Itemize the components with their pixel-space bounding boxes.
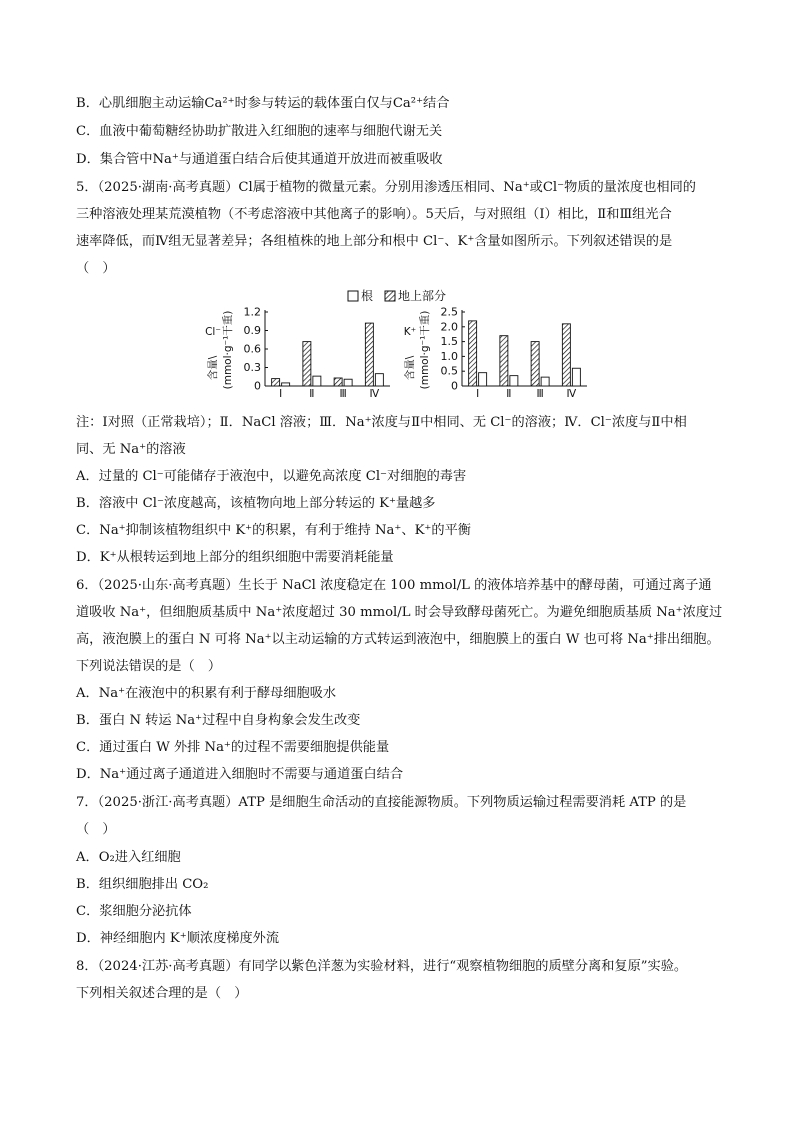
k-category-label: Ⅱ xyxy=(506,388,512,400)
cl-bar-shoot xyxy=(272,379,280,386)
question-8-stem: 8．（2024·江苏·高考真题）有同学以紫色洋葱为实验材料，进行“观察植物细胞的质壁分离和复原”实验。 xyxy=(76,959,688,974)
option-d-q6: D．Na⁺通过离子通道进入细胞时不需要与通道蛋白结合 xyxy=(76,767,404,782)
question-6-stem: 高，液泡膜上的蛋白 N 可将 Na⁺以主动运输的方式转运到液泡中，细胞膜上的蛋白 W 也可将 Na⁺排出细胞。 xyxy=(76,632,720,647)
option-a-q6: A．Na⁺在液泡中的积累有利于酵母细胞吸水 xyxy=(76,686,337,701)
question-5-stem: 三种溶液处理某荒漠植物（不考虑溶液中其他离子的影响）。5天后，与对照组（Ⅰ）相比，Ⅱ和Ⅲ组光合 xyxy=(76,207,672,222)
cl-bar-root xyxy=(375,374,383,386)
k-content-chart xyxy=(403,306,587,401)
legend-shoot-label: 地上部分 xyxy=(398,289,447,303)
legend-root-label: 根 xyxy=(361,289,374,303)
option-d-q7: D．神经细胞内 K⁺顺浓度梯度外流 xyxy=(76,931,280,946)
cl-bar-root xyxy=(313,376,321,386)
chart-legend xyxy=(348,288,446,303)
option-c-q5: C．Na⁺抑制该植物组织中 K⁺的积累，有利于维持 Na⁺、K⁺的平衡 xyxy=(76,523,471,538)
option-d-q4: D．集合管中Na⁺与通道蛋白结合后使其通道开放进而被重吸收 xyxy=(76,152,443,167)
option-a-q5: A．过量的 Cl⁻可能储存于液泡中，以避免高浓度 Cl⁻对细胞的毒害 xyxy=(76,469,467,484)
k-y-tick-label: 0.5 xyxy=(440,364,458,378)
cl-ylabel-main: 含量\ xyxy=(207,355,219,381)
k-y-tick-label: 0 xyxy=(451,379,458,393)
question-6-stem: 6．（2025·山东·高考真题）生长于 NaCl 浓度稳定在 100 mmol/L 的液体培养基中的酵母菌，可通过离子通 xyxy=(76,578,712,593)
ion-content-charts xyxy=(200,286,610,406)
k-y-tick-label: 2.5 xyxy=(440,305,458,319)
k-y-tick-label: 2.0 xyxy=(440,320,458,334)
question-5-stem: 速率降低，而Ⅳ组无显著差异；各组植株的地上部分和根中 Cl⁻、K⁺含量如图所示。下列叙述错误的是 xyxy=(76,234,673,249)
option-b-q7: B．组织细胞排出 CO₂ xyxy=(76,877,209,892)
cl-category-label: Ⅰ xyxy=(279,388,283,400)
cl-bar-root xyxy=(344,379,352,386)
question-8-stem: 下列相关叙述合理的是（ ） xyxy=(76,986,248,1001)
figure-note: 注：Ⅰ对照（正常栽培）；Ⅱ．NaCl 溶液；Ⅲ．Na⁺浓度与Ⅱ中相同、无 Cl⁻的溶液；Ⅳ．Cl⁻浓度与Ⅱ中相 xyxy=(76,415,687,430)
cl-bar-shoot xyxy=(365,323,373,386)
k-category-label: Ⅳ xyxy=(566,388,577,400)
question-7-blank: （ ） xyxy=(76,822,116,837)
k-ylabel-ion: K⁺ xyxy=(403,326,417,338)
k-y-tick-label: 1.5 xyxy=(440,335,458,349)
figure-note: 同、无 Na⁺的溶液 xyxy=(76,442,186,457)
option-b-q5: B．溶液中 Cl⁻浓度越高，该植物向地上部分转运的 K⁺量越多 xyxy=(76,496,436,511)
question-5-blank: （ ） xyxy=(76,261,116,276)
option-c-q7: C．浆细胞分泌抗体 xyxy=(76,904,192,919)
option-c-q4: C．血液中葡萄糖经协助扩散进入红细胞的速率与细胞代谢无关 xyxy=(76,124,443,139)
cl-y-tick-label: 0.9 xyxy=(243,324,261,337)
k-bar-shoot xyxy=(562,324,570,386)
question-7-stem: 7．（2025·浙江·高考真题）ATP 是细胞生命活动的直接能源物质。下列物质运输过程需要消耗 ATP 的是 xyxy=(76,795,687,810)
cl-category-label: Ⅲ xyxy=(339,388,347,400)
k-bar-shoot xyxy=(531,342,539,386)
cl-bar-root xyxy=(282,383,290,386)
option-c-q6: C．通过蛋白 W 外排 Na⁺的过程不需要细胞提供能量 xyxy=(76,740,390,755)
k-bar-shoot xyxy=(469,321,477,386)
bar-chart-figure xyxy=(200,286,610,406)
cl-y-tick-label: 0.3 xyxy=(243,361,261,374)
k-bar-shoot xyxy=(500,336,508,386)
cl-y-tick-label: 0 xyxy=(254,379,261,393)
cl-category-label: Ⅳ xyxy=(369,388,380,400)
legend-root-swatch xyxy=(348,291,358,301)
k-bar-root xyxy=(510,376,518,386)
legend-shoot-swatch xyxy=(385,291,395,301)
cl-ylabel-ion: Cl⁻ xyxy=(205,326,221,338)
k-ylabel-unit: (mmol·g⁻¹干重) xyxy=(419,310,431,390)
k-ylabel-main: 含量\ xyxy=(404,355,416,381)
cl-y-tick-label: 0.6 xyxy=(243,342,261,356)
cl-ylabel-unit: (mmol·g⁻¹干重) xyxy=(222,310,234,390)
question-6-stem: 道吸收 Na⁺，但细胞质基质中 Na⁺浓度超过 30 mmol/L 时会导致酵母菌死亡。为避免细胞质基质 Na⁺浓度过 xyxy=(76,605,723,620)
option-b-q6: B．蛋白 N 转运 Na⁺过程中自身构象会发生改变 xyxy=(76,713,361,728)
k-bar-root xyxy=(572,368,580,386)
k-bar-root xyxy=(541,377,549,386)
cl-y-tick-label: 1.2 xyxy=(243,305,261,319)
k-category-label: Ⅲ xyxy=(536,388,544,400)
option-a-q7: A．O₂进入红细胞 xyxy=(76,850,181,865)
cl-content-chart xyxy=(205,306,390,401)
k-category-label: Ⅰ xyxy=(476,388,480,400)
cl-bar-shoot xyxy=(334,378,342,386)
option-b-q4: B．心肌细胞主动运输Ca²⁺时参与转运的载体蛋白仅与Ca²⁺结合 xyxy=(76,96,450,111)
cl-bar-shoot xyxy=(303,342,311,386)
k-y-tick-label: 1.0 xyxy=(440,349,458,363)
k-bar-root xyxy=(479,373,487,386)
question-5-stem: 5．（2025·湖南·高考真题）Cl属于植物的微量元素。分别用渗透压相同、Na⁺或Cl⁻物质的量浓度也相同的 xyxy=(76,180,696,195)
question-6-stem: 下列说法错误的是（ ） xyxy=(76,659,222,674)
cl-category-label: Ⅱ xyxy=(309,388,315,400)
option-d-q5: D．K⁺从根转运到地上部分的组织细胞中需要消耗能量 xyxy=(76,550,394,565)
